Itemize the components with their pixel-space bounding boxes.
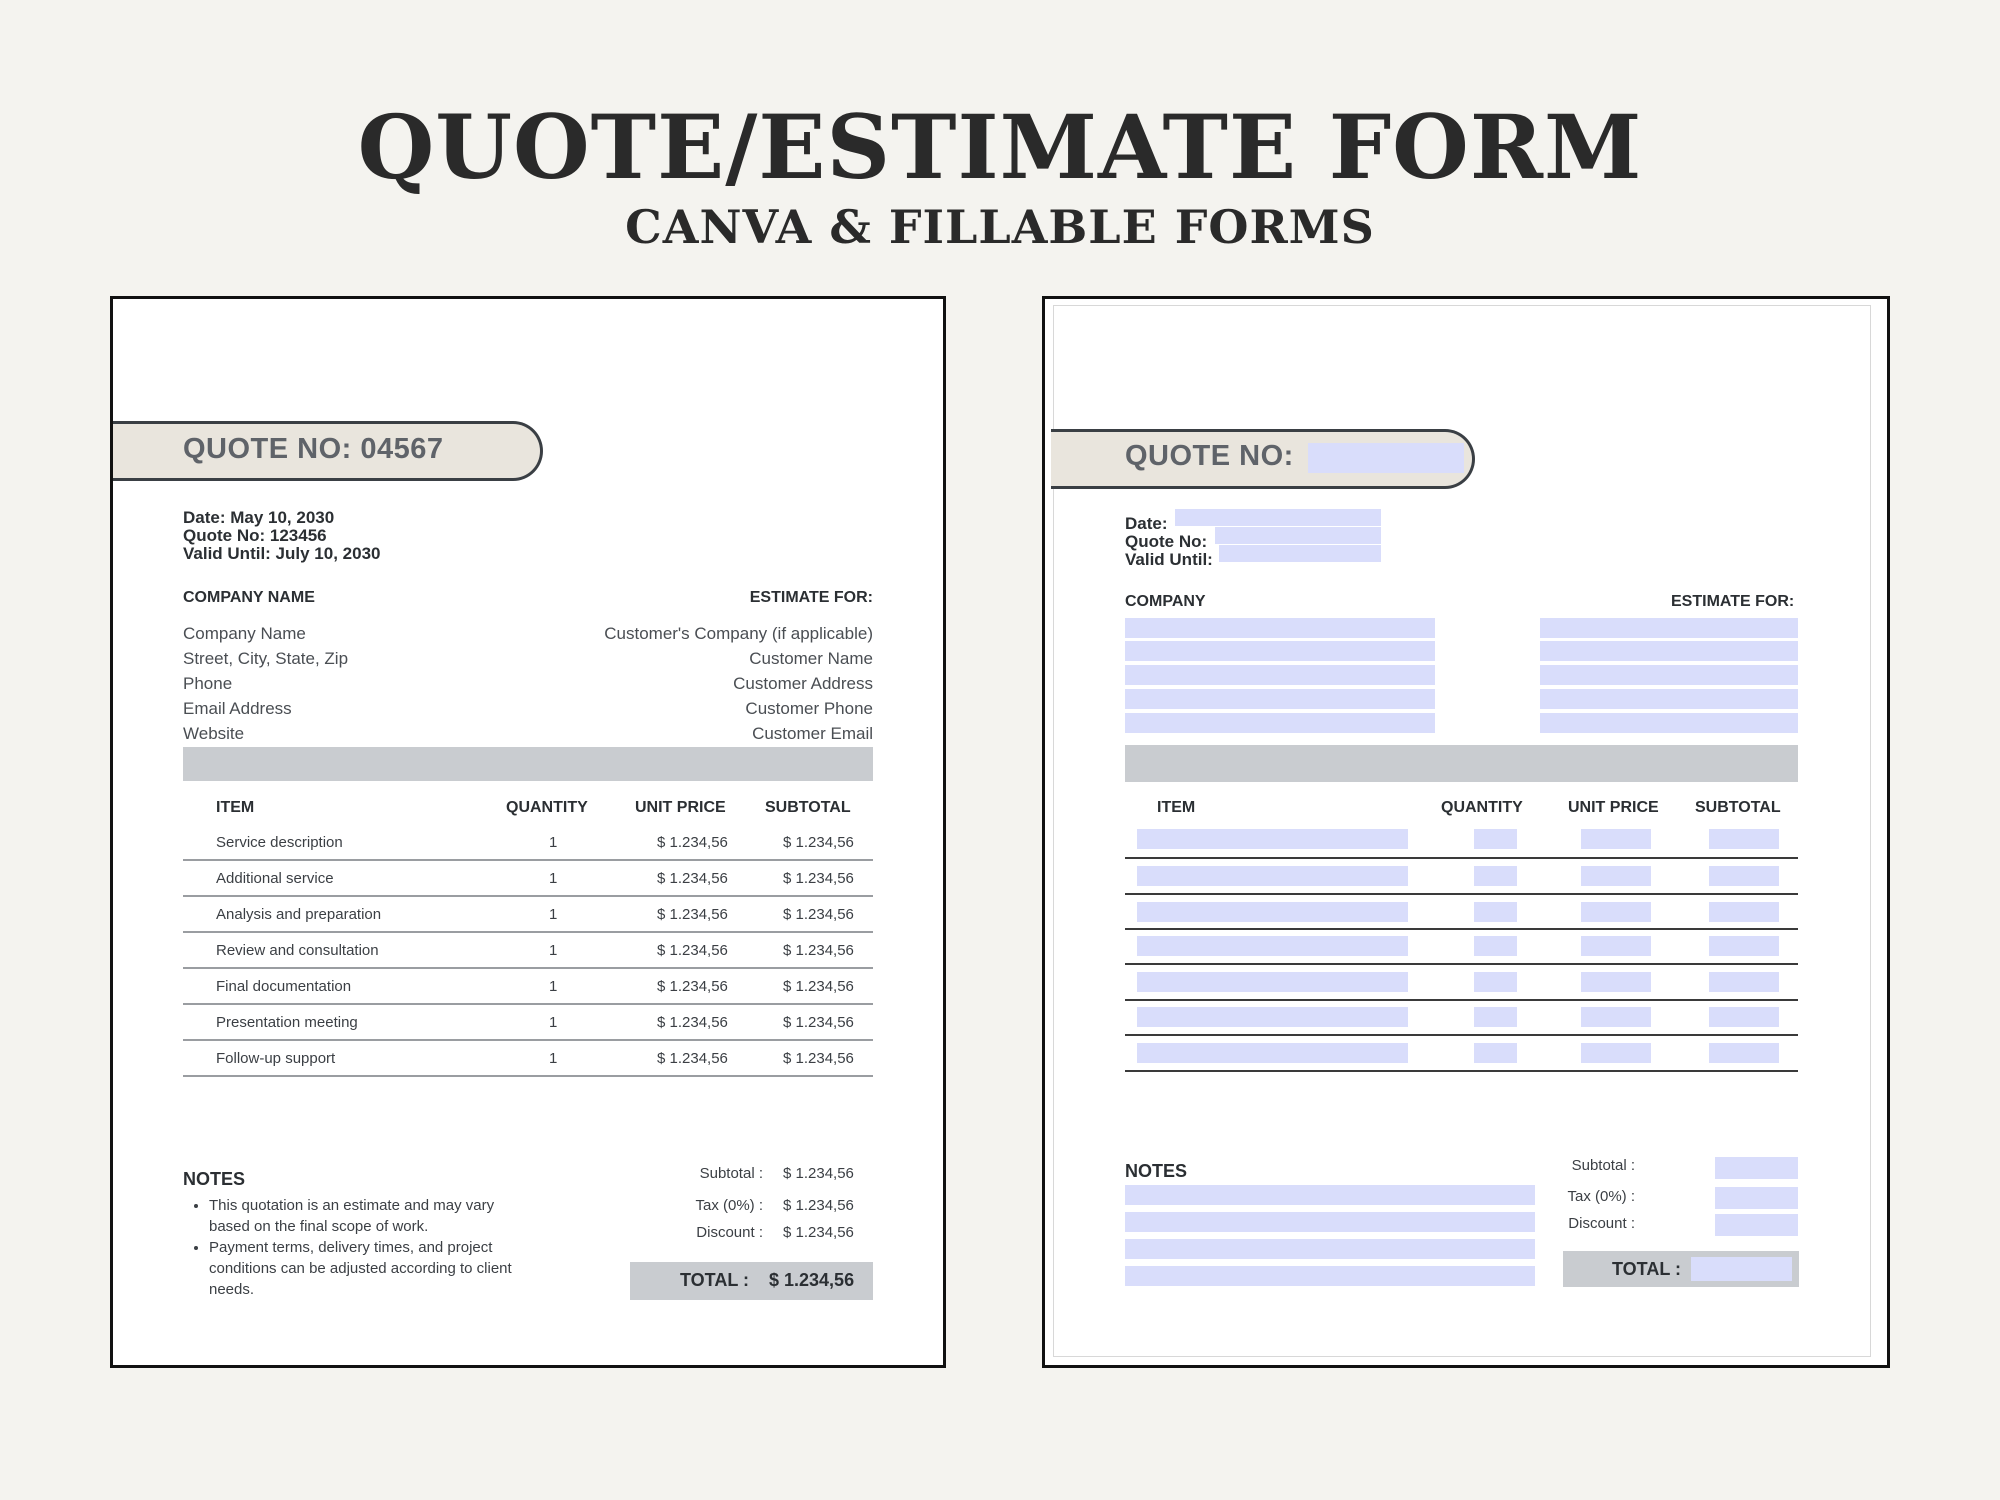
- quote-no-label: Quote No:: [1125, 532, 1208, 551]
- row-price: $ 1.234,56: [657, 834, 728, 851]
- sample-quote-page: [110, 296, 946, 1368]
- row-price: $ 1.234,56: [657, 1050, 728, 1067]
- tax-value: $ 1.234,56: [783, 1197, 854, 1214]
- quantity-field[interactable]: [1474, 902, 1517, 922]
- total-label: TOTAL :: [680, 1270, 749, 1290]
- row-subtotal: $ 1.234,56: [783, 870, 854, 887]
- notes-field[interactable]: [1125, 1266, 1535, 1286]
- tax-label: Tax (0%) :: [1567, 1188, 1635, 1205]
- unit-price-field[interactable]: [1581, 1007, 1651, 1027]
- notes-field[interactable]: [1125, 1239, 1535, 1259]
- date-field[interactable]: [1175, 509, 1381, 526]
- unit-price-field[interactable]: [1581, 936, 1651, 956]
- discount-label: Discount :: [1568, 1215, 1635, 1232]
- estimate-for-heading: ESTIMATE FOR:: [1671, 593, 1795, 610]
- unit-price-field[interactable]: [1581, 829, 1651, 849]
- row-divider: [1125, 1070, 1798, 1072]
- row-subtotal: $ 1.234,56: [783, 906, 854, 923]
- row-qty: 1: [549, 942, 558, 959]
- company-field[interactable]: [1125, 618, 1435, 638]
- customer-field[interactable]: [1540, 618, 1798, 638]
- table-row: [183, 897, 873, 933]
- item-field[interactable]: [1137, 1043, 1408, 1063]
- row-divider: [1125, 893, 1798, 895]
- subtotal-label: Subtotal :: [699, 1165, 763, 1182]
- quantity-field[interactable]: [1474, 1043, 1517, 1063]
- row-price: $ 1.234,56: [657, 870, 728, 887]
- column-header-unit-price: UNIT PRICE: [1568, 799, 1659, 816]
- notes-list: [183, 1195, 529, 1300]
- table-row: [183, 1005, 873, 1041]
- row-price: $ 1.234,56: [657, 942, 728, 959]
- row-qty: 1: [549, 870, 558, 887]
- quote-number-line: Quote No: 123456: [183, 526, 327, 545]
- row-qty: 1: [549, 1014, 558, 1031]
- subtotal-value: $ 1.234,56: [783, 1165, 854, 1182]
- row-subtotal: $ 1.234,56: [783, 942, 854, 959]
- page-subtitle: CANVA & FILLABLE FORMS: [625, 200, 1375, 254]
- discount-value: $ 1.234,56: [783, 1224, 854, 1241]
- table-row: [183, 933, 873, 969]
- page-title: QUOTE/ESTIMATE FORM: [357, 95, 1643, 199]
- quote-number-label: QUOTE NO:: [1125, 440, 1294, 472]
- company-line: Email Address: [183, 699, 292, 718]
- company-heading: COMPANY NAME: [183, 589, 315, 606]
- customer-field[interactable]: [1540, 665, 1798, 685]
- quote-number-field[interactable]: [1308, 443, 1464, 473]
- row-qty: 1: [549, 978, 558, 995]
- subtotal-field[interactable]: [1709, 972, 1779, 992]
- row-qty: 1: [549, 834, 558, 851]
- row-item: Additional service: [216, 870, 334, 887]
- company-line: Street, City, State, Zip: [183, 649, 349, 668]
- divider-band: [1125, 745, 1798, 782]
- company-line: Company Name: [183, 624, 306, 643]
- column-header-quantity: QUANTITY: [1441, 799, 1523, 816]
- customer-line: Customer's Company (if applicable): [604, 624, 873, 643]
- row-subtotal: $ 1.234,56: [783, 834, 854, 851]
- table-row: [183, 861, 873, 897]
- quantity-field[interactable]: [1474, 972, 1517, 992]
- divider-band: [183, 747, 873, 781]
- estimate-for-heading: ESTIMATE FOR:: [749, 589, 873, 606]
- row-item: Analysis and preparation: [216, 906, 382, 923]
- subtotal-field[interactable]: [1709, 1007, 1779, 1027]
- quote-valid-until: Valid Until: July 10, 2030: [183, 544, 381, 563]
- customer-line: Customer Email: [752, 724, 873, 743]
- company-info: [183, 621, 348, 746]
- subtotal-field[interactable]: [1709, 829, 1779, 849]
- customer-line: Customer Name: [749, 649, 873, 668]
- table-row: [183, 969, 873, 1005]
- quote-date: Date: May 10, 2030: [183, 508, 335, 527]
- total-value: $ 1.234,56: [769, 1270, 855, 1290]
- row-subtotal: $ 1.234,56: [783, 978, 854, 995]
- quantity-field[interactable]: [1474, 936, 1517, 956]
- customer-line: Customer Phone: [745, 699, 873, 718]
- row-price: $ 1.234,56: [657, 978, 728, 995]
- row-divider: [1125, 963, 1798, 965]
- company-line: Website: [183, 724, 245, 743]
- column-header-unit-price: UNIT PRICE: [635, 799, 726, 816]
- customer-info: [604, 621, 873, 746]
- tax-field[interactable]: [1715, 1187, 1798, 1209]
- subtotal-label: Subtotal :: [1571, 1157, 1635, 1174]
- row-divider: [1125, 928, 1798, 930]
- item-field[interactable]: [1137, 902, 1408, 922]
- row-item: Review and consultation: [216, 942, 379, 959]
- quote-number-text: QUOTE NO: 04567: [183, 433, 444, 465]
- company-field[interactable]: [1125, 641, 1435, 661]
- table-row: [183, 825, 873, 861]
- company-line: Phone: [183, 674, 233, 693]
- company-field[interactable]: [1125, 689, 1435, 709]
- valid-until-label: Valid Until:: [1125, 550, 1213, 569]
- row-price: $ 1.234,56: [657, 906, 728, 923]
- row-divider: [1125, 1034, 1798, 1036]
- subtotal-field[interactable]: [1715, 1157, 1798, 1179]
- discount-field[interactable]: [1715, 1214, 1798, 1236]
- customer-field[interactable]: [1540, 689, 1798, 709]
- row-item: Final documentation: [216, 978, 352, 995]
- customer-line: Customer Address: [733, 674, 873, 693]
- column-header-quantity: QUANTITY: [506, 799, 588, 816]
- quantity-field[interactable]: [1474, 1007, 1517, 1027]
- tax-label: Tax (0%) :: [695, 1197, 763, 1214]
- total-label: TOTAL :: [1612, 1259, 1681, 1279]
- notes-heading: NOTES: [1125, 1161, 1188, 1181]
- column-header-item: ITEM: [1157, 799, 1196, 816]
- column-header-subtotal: SUBTOTAL: [765, 799, 851, 816]
- valid-until-field[interactable]: [1219, 545, 1381, 562]
- note-item: • Payment terms, delivery times, and project conditions can be adjusted according to client needs.: [209, 1237, 529, 1300]
- row-divider: [1125, 857, 1798, 859]
- item-field[interactable]: [1137, 972, 1408, 992]
- notes-field[interactable]: [1125, 1212, 1535, 1232]
- unit-price-field[interactable]: [1581, 1043, 1651, 1063]
- item-field[interactable]: [1137, 936, 1408, 956]
- row-qty: 1: [549, 1050, 558, 1067]
- customer-field[interactable]: [1540, 713, 1798, 733]
- notes-field[interactable]: [1125, 1185, 1535, 1205]
- subtotal-field[interactable]: [1709, 902, 1779, 922]
- row-qty: 1: [549, 906, 558, 923]
- discount-label: Discount :: [696, 1224, 763, 1241]
- unit-price-field[interactable]: [1581, 972, 1651, 992]
- row-item: Follow-up support: [216, 1050, 336, 1067]
- total-field[interactable]: [1691, 1257, 1792, 1281]
- item-field[interactable]: [1137, 866, 1408, 886]
- item-field[interactable]: [1137, 829, 1408, 849]
- row-price: $ 1.234,56: [657, 1014, 728, 1031]
- row-subtotal: $ 1.234,56: [783, 1014, 854, 1031]
- subtotal-field[interactable]: [1709, 936, 1779, 956]
- company-field[interactable]: [1125, 713, 1435, 733]
- column-header-subtotal: SUBTOTAL: [1695, 799, 1781, 816]
- fillable-quote-page: [1042, 296, 1890, 1368]
- quantity-field[interactable]: [1474, 829, 1517, 849]
- note-item: • This quotation is an estimate and may vary based on the final scope of work.: [209, 1195, 529, 1237]
- row-item: Presentation meeting: [216, 1014, 358, 1031]
- quantity-field[interactable]: [1474, 866, 1517, 886]
- row-subtotal: $ 1.234,56: [783, 1050, 854, 1067]
- table-row: [183, 1041, 873, 1077]
- date-label: Date:: [1125, 514, 1168, 533]
- row-divider: [1125, 999, 1798, 1001]
- notes-heading: NOTES: [183, 1169, 246, 1189]
- unit-price-field[interactable]: [1581, 902, 1651, 922]
- column-header-item: ITEM: [216, 799, 255, 816]
- quote-no-field[interactable]: [1215, 527, 1381, 544]
- customer-field[interactable]: [1540, 641, 1798, 661]
- subtotal-field[interactable]: [1709, 866, 1779, 886]
- company-heading: COMPANY: [1125, 593, 1206, 610]
- item-field[interactable]: [1137, 1007, 1408, 1027]
- subtotal-field[interactable]: [1709, 1043, 1779, 1063]
- row-item: Service description: [216, 834, 343, 851]
- unit-price-field[interactable]: [1581, 866, 1651, 886]
- company-field[interactable]: [1125, 665, 1435, 685]
